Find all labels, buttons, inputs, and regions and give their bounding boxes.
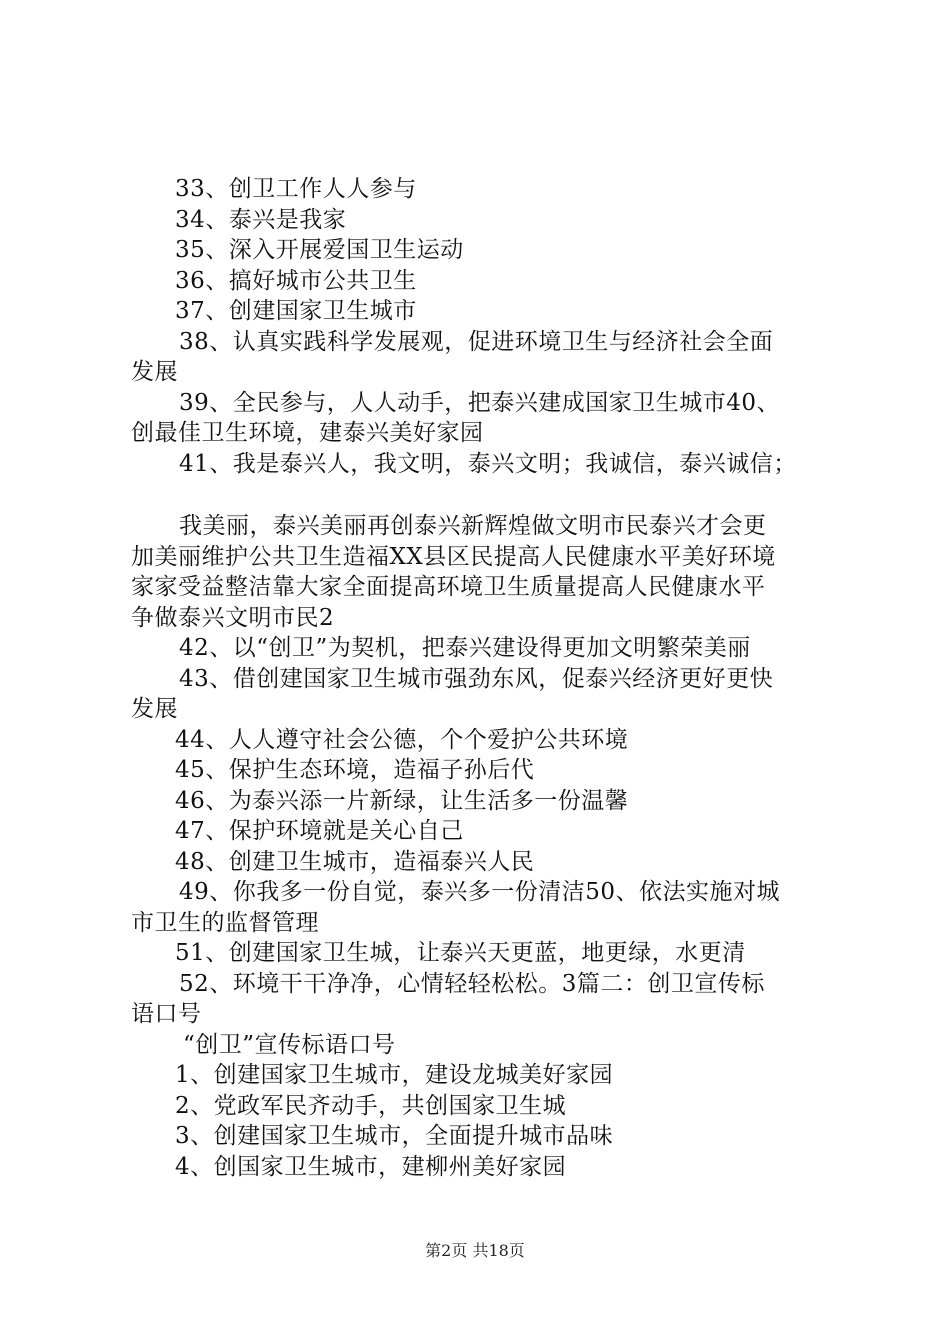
text-line: 语口号 bbox=[131, 1001, 202, 1027]
text-line: 发展 bbox=[131, 359, 178, 385]
text-line: 2、党政军民齐动手，共创国家卫生城 bbox=[175, 1092, 567, 1119]
text-line: 46、为泰兴添一片新绿，让生活多一份温馨 bbox=[175, 787, 629, 814]
text-line: 3、创建国家卫生城市，全面提升城市品味 bbox=[175, 1123, 614, 1149]
text-line: 争做泰兴文明市民2 bbox=[131, 604, 335, 631]
text-line: 51、创建国家卫生城，让泰兴天更蓝，地更绿，水更清 bbox=[175, 940, 746, 966]
document-body bbox=[131, 174, 836, 1182]
text-line: 加美丽维护公共卫生造福XX县区民提高人民健康水平美好环境 bbox=[131, 543, 776, 570]
text-line: 33、创卫工作人人参与 bbox=[175, 176, 417, 202]
text-line: 48、创建卫生城市，造福泰兴人民 bbox=[175, 848, 535, 875]
text-line: 49、你我多一份自觉，泰兴多一份清洁50、依法实施对城 bbox=[179, 879, 781, 905]
text-line: 我美丽，泰兴美丽再创泰兴新辉煌做文明市民泰兴才会更 bbox=[179, 513, 767, 539]
text-line: 34、泰兴是我家 bbox=[175, 206, 347, 233]
text-line: 4、创国家卫生城市，建柳州美好家园 bbox=[175, 1153, 567, 1180]
page-number: 第2页 共18页 bbox=[425, 1241, 525, 1260]
text-line: 45、保护生态环境，造福子孙后代 bbox=[175, 757, 535, 783]
text-line: 39、全民参与，人人动手，把泰兴建成国家卫生城市40、 bbox=[179, 389, 781, 416]
text-line: 发展 bbox=[131, 696, 178, 722]
text-line: “创卫”宣传标语口号 bbox=[183, 1031, 396, 1058]
text-line: 52、环境干干净净，心情轻轻松松。3篇二：创卫宣传标 bbox=[179, 970, 765, 997]
text-line: 47、保护环境就是关心自己 bbox=[175, 818, 464, 844]
text-line: 1、创建国家卫生城市，建设龙城美好家园 bbox=[175, 1062, 614, 1088]
text-line: 44、人人遵守社会公德，个个爱护公共环境 bbox=[175, 726, 629, 753]
text-line: 创最佳卫生环境，建泰兴美好家园 bbox=[131, 420, 484, 446]
text-line: 42、以“创卫”为契机，把泰兴建设得更加文明繁荣美丽 bbox=[179, 635, 751, 661]
text-line: 市卫生的监督管理 bbox=[131, 909, 319, 936]
text-line: 36、搞好城市公共卫生 bbox=[175, 267, 417, 294]
text-line: 37、创建国家卫生城市 bbox=[175, 298, 417, 324]
text-line: 35、深入开展爱国卫生运动 bbox=[175, 237, 464, 263]
text-line: 43、借创建国家卫生城市强劲东风，促泰兴经济更好更快 bbox=[179, 665, 774, 692]
text-line: 家家受益整洁靠大家全面提高环境卫生质量提高人民健康水平 bbox=[131, 574, 766, 600]
paragraph-gap bbox=[131, 479, 836, 511]
text-line: 38、认真实践科学发展观，促进环境卫生与经济社会全面 bbox=[179, 328, 774, 355]
text-line: 41、我是泰兴人，我文明，泰兴文明；我诚信，泰兴诚信； bbox=[179, 450, 797, 477]
